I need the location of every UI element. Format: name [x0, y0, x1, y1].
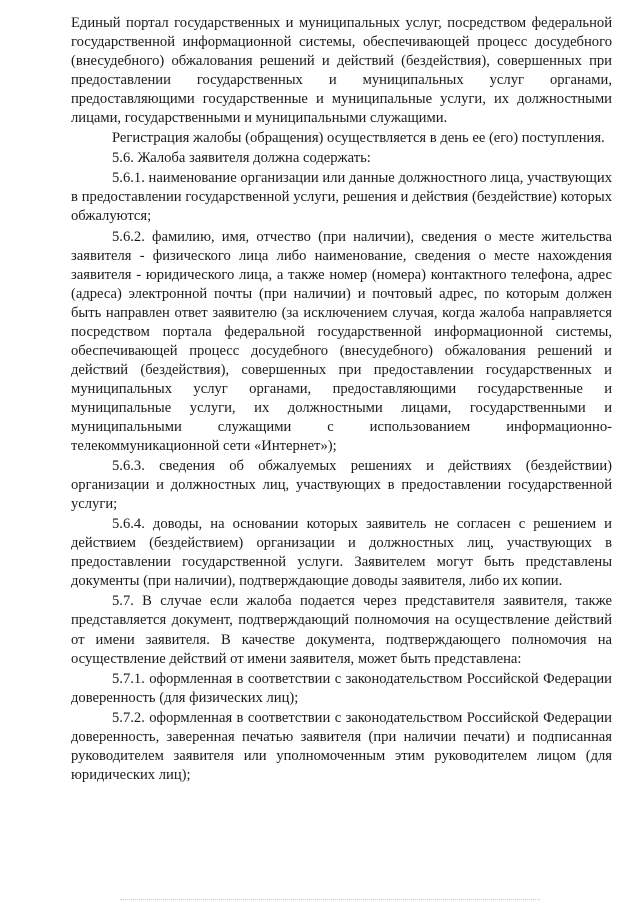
paragraph-5-7-2: 5.7.2. оформленная в соответствии с законодательством Российской Федерации доверенность, заверенная печатью заявителя (при наличии печати) и подписанная руководителем заявителя или уполномоченным этим руководителем лицом (для юридических лиц); [71, 709, 612, 783]
paragraph-5-7: 5.7. В случае если жалоба подается через представителя заявителя, также представляется документ, подтверждающий полномочия на осуществление действий от имени заявителя. В качестве документа, подтверждающего полномочия на осуществление действий от имени заявителя, может быть представлена: [71, 593, 612, 667]
paragraph-5-6-1: 5.6.1. наименование организации или данные должностного лица, участвующих в предоставлении государственной услуги, решения и действия (бездействие) которых обжалуются; [71, 170, 612, 225]
paragraph-portal-continuation: Единый портал государственных и муниципальных услуг, посредством федеральной государственной информационной системы, обеспечивающей процесс досудебного (внесудебного) обжалования решений и действий (бездействия), совершенных при предоставлении государственных и муниципальных услуг органами, предоставляющими государственные и муниципальные услуги, их должностными лицами, государственными и муниципальными служащими. [71, 15, 612, 127]
scan-edge-line [120, 899, 540, 900]
paragraph-5-6: 5.6. Жалоба заявителя должна содержать: [112, 150, 371, 167]
paragraph-5-6-3: 5.6.3. сведения об обжалуемых решениях и действиях (бездействии) организации и должностных лиц, участвующих в предоставлении государственной услуги; [71, 458, 612, 513]
paragraph-5-6-4: 5.6.4. доводы, на основании которых заявитель не согласен с решением и действием (бездействием) организации и должностных лиц, участвующих в предоставлении государственной услуги. Заявителем могут быть представлены документы (при наличии), подтверждающие доводы заявителя, либо их копии. [71, 516, 612, 590]
paragraph-5-6-2: 5.6.2. фамилию, имя, отчество (при наличии), сведения о месте жительства заявителя - физического лица либо наименование, сведения о месте нахождения заявителя - юридического лица, а также номер (номера) контактного телефона, адрес (адреса) электронной почты (при наличии) и почтовый адрес, по которым должен быть направлен ответ заявителю (за исключением случая, когда жалоба направляется посредством портала федеральной государственной информационной системы, обеспечивающей процесс досудебного (внесудебного) обжалования решений и действий (бездействия), совершенных при предоставлении государственных и муниципальных услуг органами, предоставляющими государственные и муниципальные услуги, их должностными лицами, государственными и муниципальными служащими с использованием информационно-телекоммуникационной сети «Интернет»); [71, 228, 612, 455]
paragraph-5-7-1: 5.7.1. оформленная в соответствии с законодательством Российской Федерации доверенность (для физических лиц); [71, 670, 612, 706]
paragraph-registration: Регистрация жалобы (обращения) осуществляется в день ее (его) поступления. [112, 130, 605, 147]
